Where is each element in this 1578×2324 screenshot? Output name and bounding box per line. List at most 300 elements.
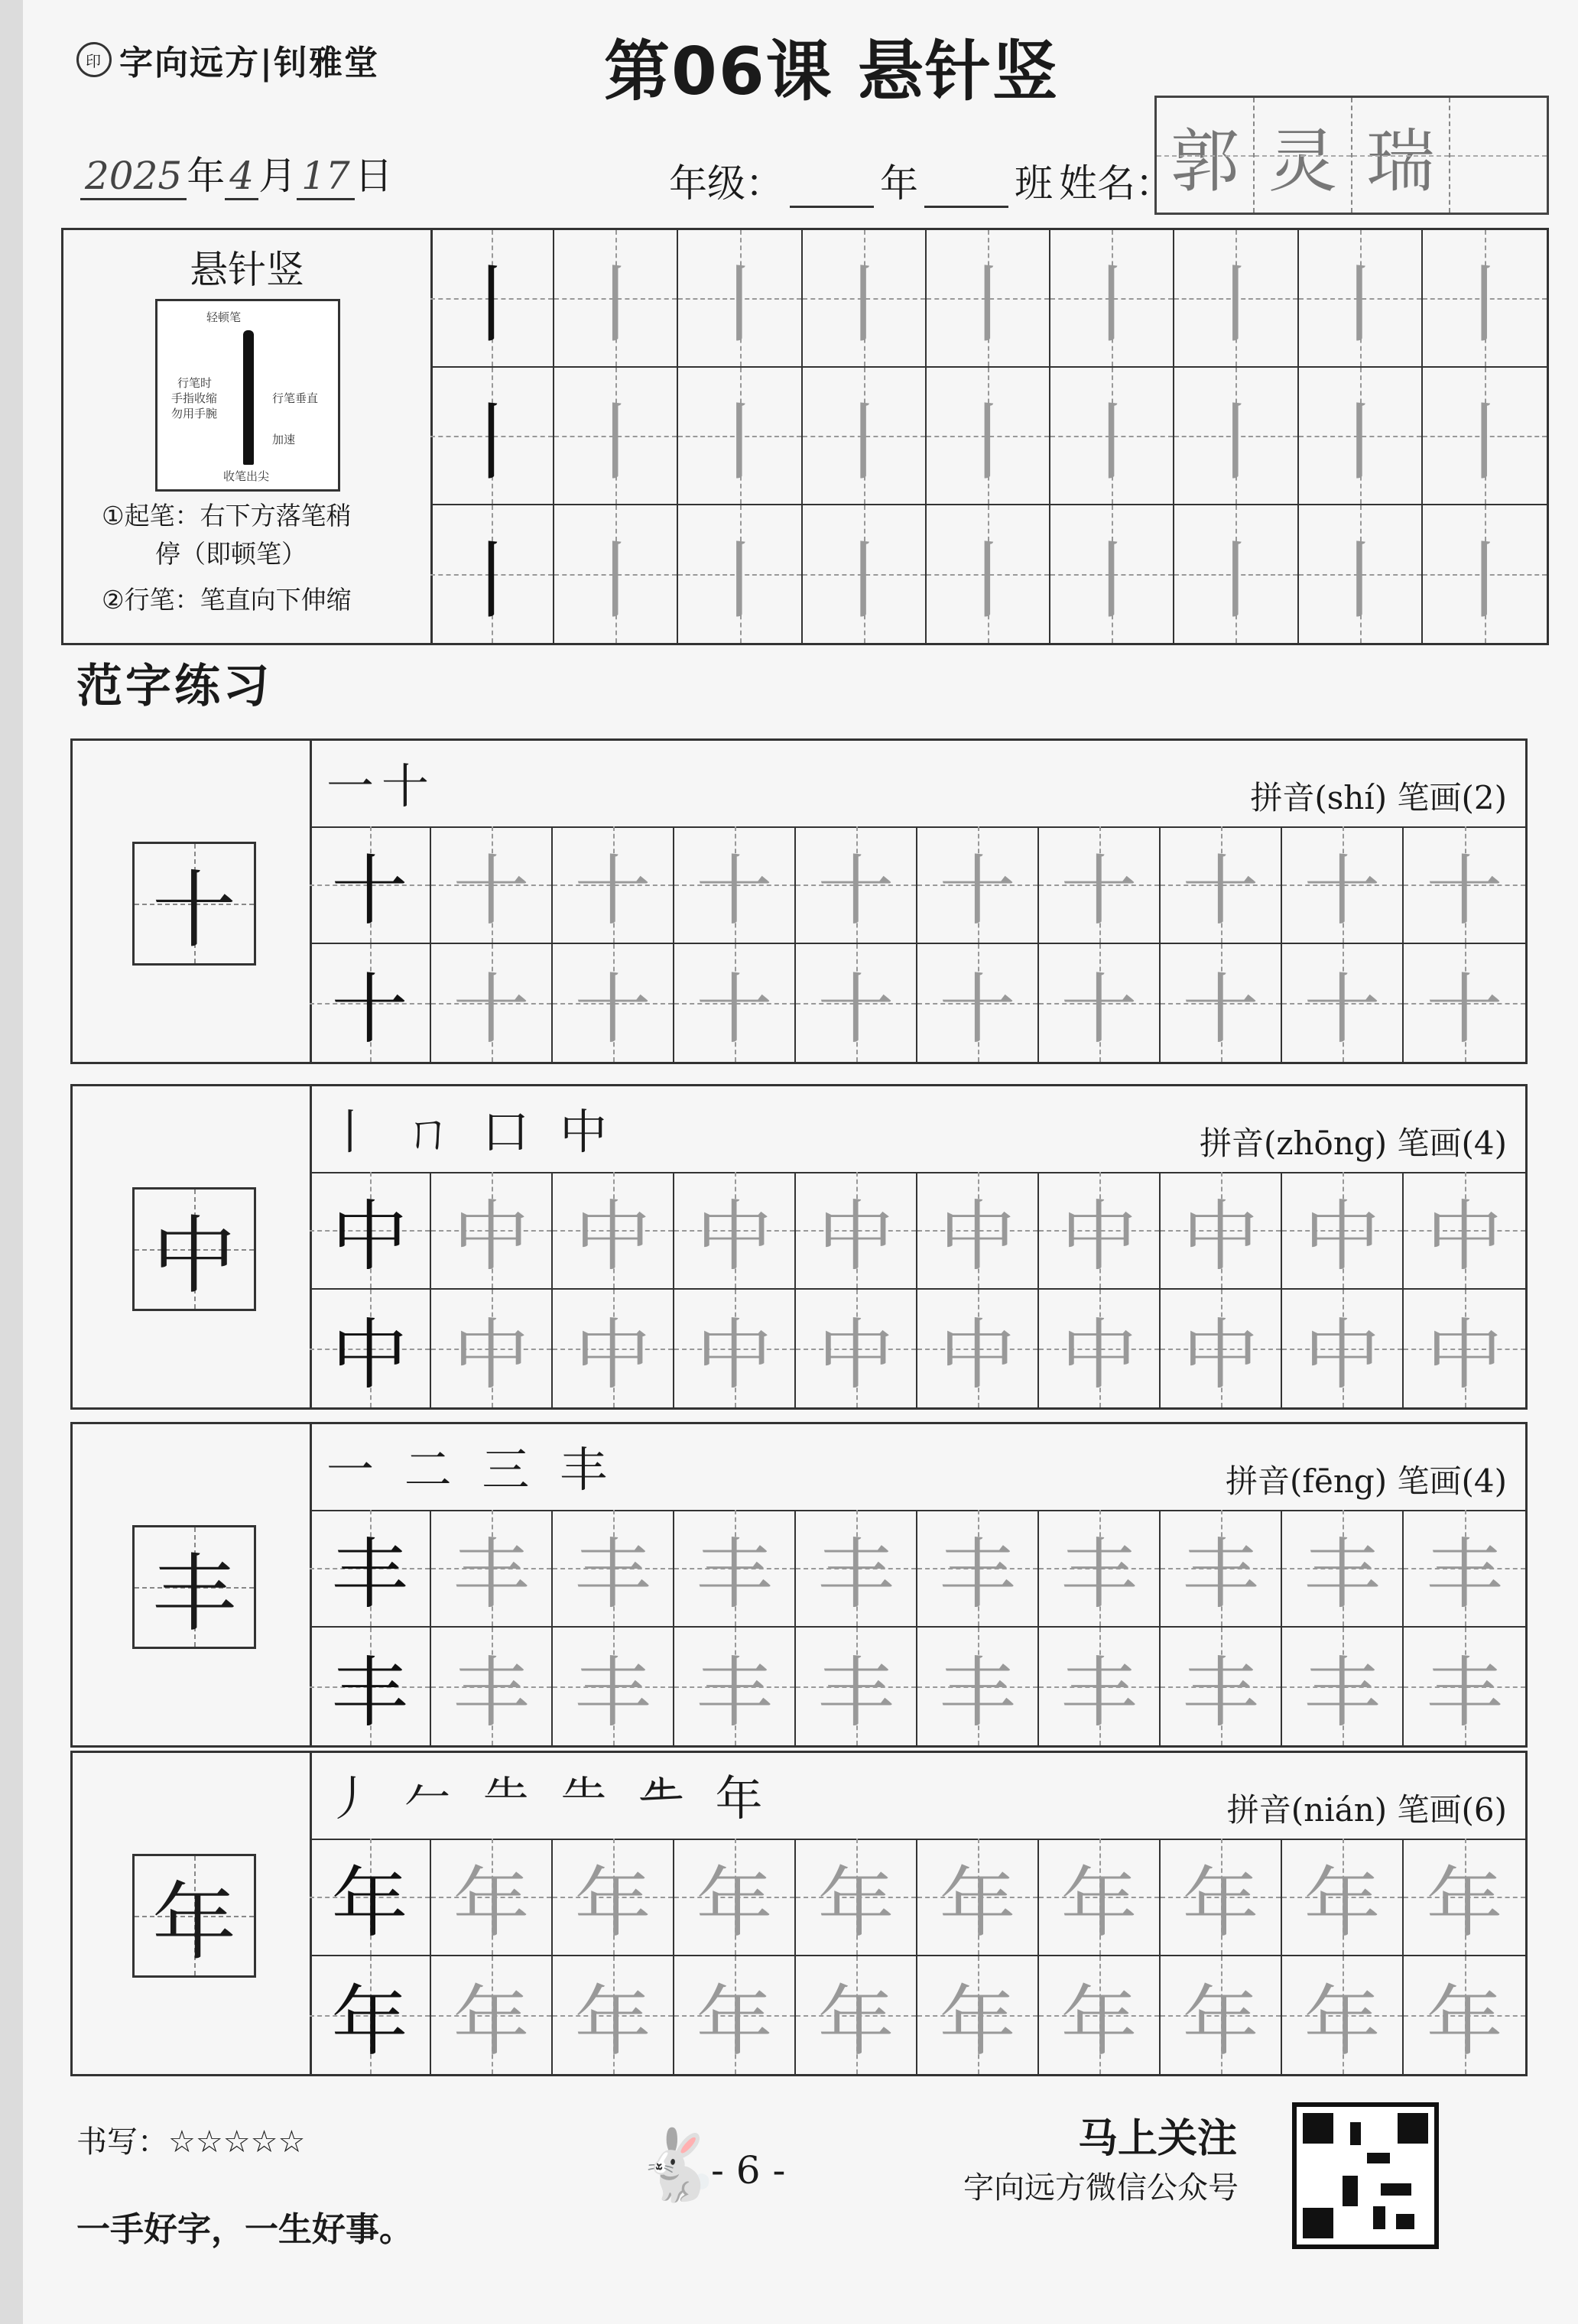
writing-rating [76,2118,305,2161]
practice-glyph: 中 [817,1192,895,1281]
model-practice-cell[interactable] [310,1290,431,1407]
stroke-practice-cell[interactable] [1174,368,1298,505]
practice-glyph: 中 [939,1310,1016,1400]
character-header [310,1086,1525,1173]
practice-glyph: 十 [1182,965,1259,1054]
practice-glyph: 年 [939,1858,1016,1948]
character-practice-grid[interactable] [310,1510,1525,1745]
trace-practice-cell[interactable] [553,1956,674,2074]
practice-glyph: 年 [331,1977,408,2066]
trace-practice-cell[interactable] [1039,944,1161,1062]
stroke-practice-cell[interactable] [1174,230,1298,368]
page-number: - 6 - [711,2148,786,2193]
trace-practice-cell[interactable] [553,1628,674,1745]
practice-glyph: 十 [1182,846,1259,936]
stroke-practice-cell[interactable] [678,230,802,368]
trace-practice-cell[interactable] [917,1628,1039,1745]
trace-practice-cell[interactable] [1404,944,1525,1062]
pinyin-stroke-info: 拼音(zhōng) 笔画(4) [1199,1125,1507,1162]
stroke-practice-cell[interactable] [678,368,802,505]
model-character-cell [73,1086,312,1407]
trace-practice-cell[interactable] [1282,944,1404,1062]
character-practice-grid[interactable] [310,1172,1525,1407]
model-character-cell [73,1424,312,1745]
practice-glyph: 年 [817,1858,895,1948]
practice-glyph: 十 [331,846,408,936]
trace-practice-cell[interactable] [1404,826,1525,944]
month-label: 月 [258,154,297,198]
trace-practice-cell[interactable] [553,826,674,944]
day-value: 17 [297,154,355,200]
trace-practice-cell[interactable] [796,944,917,1062]
stroke-order: 丿 𠂉 ⺧ ⺧ 𠂒 年 [326,1771,771,1826]
practice-glyph: 十 [1304,965,1381,1054]
diagram-label-accel: 加速 [272,433,296,446]
practice-glyph: 年 [574,1977,651,2066]
name-cell[interactable] [1157,98,1255,213]
stroke-glyph: 丨 [1070,394,1154,492]
practice-glyph: 中 [1182,1310,1259,1400]
brand-text: 字向远方|钊雅堂 [119,44,380,83]
name-cell[interactable] [1255,98,1352,213]
stroke-glyph: 丨 [945,394,1030,492]
practice-glyph: 中 [453,1192,530,1281]
practice-glyph: 丰 [939,1648,1016,1738]
stroke-diagram [155,299,340,492]
trace-practice-cell[interactable] [796,1510,917,1628]
stroke-glyph: 丨 [945,256,1030,354]
trace-practice-cell[interactable] [796,1628,917,1745]
trace-practice-cell[interactable] [674,1839,796,1956]
stroke-glyph: 丨 [1442,394,1527,492]
month-value: 4 [225,154,258,200]
qr-module [1373,2206,1385,2229]
practice-glyph: 丰 [1304,1530,1381,1619]
practice-glyph: 十 [1060,846,1138,936]
pinyin-stroke-info: 拼音(nián) 笔画(6) [1226,1791,1507,1829]
name-char: 灵 [1268,122,1337,202]
qr-module [1396,2214,1414,2229]
practice-glyph: 丰 [453,1648,530,1738]
trace-practice-cell[interactable] [1404,1172,1525,1290]
character-header [310,1753,1525,1840]
stroke-practice-cell[interactable] [554,505,678,643]
grade-year-blank[interactable] [790,206,874,208]
practice-glyph: 十 [453,965,530,1054]
practice-glyph: 中 [696,1192,773,1281]
practice-glyph: 中 [1304,1192,1381,1281]
stroke-practice-cell[interactable] [678,505,802,643]
diagram-label-left: 勿用手腕 [171,407,218,420]
trace-practice-cell[interactable] [1039,1956,1161,2074]
practice-glyph: 丰 [1182,1530,1259,1619]
stroke-practice-cell[interactable] [1050,368,1174,505]
trace-practice-cell[interactable] [1282,1839,1404,1956]
name-label: 姓名： [1059,161,1174,206]
trace-practice-cell[interactable] [1161,944,1282,1062]
trace-practice-cell[interactable] [796,826,917,944]
practice-glyph: 十 [453,846,530,936]
class-blank[interactable] [924,206,1008,208]
character-practice-grid[interactable] [310,1839,1525,2074]
practice-glyph: 丰 [1426,1530,1503,1619]
practice-glyph: 年 [1060,1858,1138,1948]
character-block [70,738,1528,1064]
date-line [80,145,393,200]
stroke-practice-cell[interactable] [1299,505,1423,643]
diagram-label-right: 行笔垂直 [272,391,319,405]
model-character-box [132,1187,256,1311]
trace-practice-cell[interactable] [1039,1510,1161,1628]
stroke-practice-cell[interactable] [430,368,554,505]
trace-practice-cell[interactable] [1404,1956,1525,2074]
stroke-note-1a: ①起笔：右下方落笔稍 [102,501,352,531]
trace-practice-cell[interactable] [1039,1839,1161,1956]
year-label: 年 [187,154,226,198]
practice-glyph: 丰 [1060,1648,1138,1738]
stroke-glyph: 丨 [573,532,658,630]
model-character-box [132,1525,256,1649]
qr-finder [1303,2208,1333,2238]
practice-glyph: 丰 [696,1648,773,1738]
trace-practice-cell[interactable] [917,1839,1039,1956]
practice-glyph: 中 [1182,1192,1259,1281]
stroke-glyph: 丨 [697,532,782,630]
stroke-order: 丨 ㄇ 口 中 [326,1104,615,1160]
trace-practice-cell[interactable] [1404,1290,1525,1407]
trace-practice-cell[interactable] [431,1956,553,2074]
model-practice-cell[interactable] [310,1628,431,1745]
stroke-practice-cell[interactable] [927,505,1050,643]
stroke-panel [61,228,1549,645]
vertical-stroke-icon [243,330,254,465]
trace-practice-cell[interactable] [1161,1290,1282,1407]
practice-glyph: 十 [1426,846,1503,936]
pinyin-stroke-info: 拼音(shí) 笔画(2) [1250,779,1507,816]
stroke-glyph: 丨 [697,256,782,354]
model-character-box [132,842,256,966]
stroke-glyph: 丨 [1193,394,1278,492]
trace-practice-cell[interactable] [1282,1510,1404,1628]
trace-practice-cell[interactable] [1161,826,1282,944]
trace-practice-cell[interactable] [431,944,553,1062]
practice-glyph: 中 [453,1310,530,1400]
practice-glyph: 年 [1304,1858,1381,1948]
trace-practice-cell[interactable] [1404,1839,1525,1956]
class-label: 班 [1015,161,1053,206]
diagram-label-left: 手指收缩 [171,391,218,405]
trace-practice-cell[interactable] [674,944,796,1062]
stroke-practice-cell[interactable] [803,505,927,643]
stroke-glyph: 丨 [1317,532,1402,630]
model-practice-cell[interactable] [310,1956,431,2074]
trace-practice-cell[interactable] [1039,826,1161,944]
trace-practice-cell[interactable] [1161,1628,1282,1745]
trace-practice-cell[interactable] [431,1628,553,1745]
trace-practice-cell[interactable] [917,826,1039,944]
stroke-practice-cell[interactable] [430,505,554,643]
trace-practice-cell[interactable] [1282,1290,1404,1407]
trace-practice-cell[interactable] [553,1290,674,1407]
stroke-practice-cell[interactable] [554,230,678,368]
grade-year-suffix: 年 [880,161,918,206]
stroke-practice-cell[interactable] [803,368,927,505]
trace-practice-cell[interactable] [917,1290,1039,1407]
stroke-info [63,230,433,643]
trace-practice-cell[interactable] [431,1510,553,1628]
stroke-note-1b: 停（即顿笔） [155,539,307,569]
motto: 一手好字，一生好事。 [76,2210,413,2249]
trace-practice-cell[interactable] [431,1839,553,1956]
trace-practice-cell[interactable] [553,944,674,1062]
practice-glyph: 中 [696,1310,773,1400]
stroke-glyph: 丨 [450,394,534,492]
practice-glyph: 丰 [939,1530,1016,1619]
trace-practice-cell[interactable] [1161,1839,1282,1956]
trace-practice-cell[interactable] [917,1172,1039,1290]
trace-practice-cell[interactable] [1282,1956,1404,2074]
practice-glyph: 丰 [331,1530,408,1619]
stroke-glyph: 丨 [1442,532,1527,630]
stroke-practice-cell[interactable] [554,368,678,505]
stroke-glyph: 丨 [1193,532,1278,630]
name-char: 郭 [1171,122,1239,202]
character-block [70,1751,1528,2076]
practice-glyph: 年 [1060,1977,1138,2066]
stroke-practice-cell[interactable] [1423,230,1547,368]
trace-practice-cell[interactable] [674,1290,796,1407]
name-char: 瑞 [1366,122,1435,202]
character-header [310,1424,1525,1511]
practice-glyph: 十 [1060,965,1138,1054]
stroke-practice-cell[interactable] [1050,505,1174,643]
worksheet-page [23,0,1578,2324]
practice-glyph: 十 [1304,846,1381,936]
name-cell[interactable] [1352,98,1450,213]
grade-line [669,153,1174,208]
practice-glyph: 年 [817,1977,895,2066]
practice-glyph: 十 [939,846,1016,936]
practice-glyph: 十 [696,846,773,936]
brand-logo [76,35,379,84]
trace-practice-cell[interactable] [796,1839,917,1956]
circle-seal-icon: 印 [76,42,112,77]
practice-glyph: 丰 [1426,1648,1503,1738]
practice-glyph: 年 [331,1858,408,1948]
trace-practice-cell[interactable] [1404,1628,1525,1745]
model-practice-cell[interactable] [310,944,431,1062]
practice-glyph: 中 [574,1310,651,1400]
trace-practice-cell[interactable] [917,1956,1039,2074]
trace-practice-cell[interactable] [553,1839,674,1956]
practice-glyph: 年 [1304,1977,1381,2066]
stroke-glyph: 丨 [1193,256,1278,354]
model-practice-cell[interactable] [310,1839,431,1956]
trace-practice-cell[interactable] [796,1172,917,1290]
stroke-practice-cell[interactable] [1174,505,1298,643]
practice-glyph: 十 [696,965,773,1054]
trace-practice-cell[interactable] [1039,1172,1161,1290]
stroke-practice-cell[interactable] [927,368,1050,505]
practice-glyph: 十 [331,965,408,1054]
practice-glyph: 丰 [1182,1648,1259,1738]
trace-practice-cell[interactable] [796,1956,917,2074]
practice-glyph: 年 [1182,1858,1259,1948]
stroke-note-2: ②行笔：笔直向下伸缩 [102,585,352,615]
stroke-order: 一十 [326,758,437,814]
stroke-practice-cell[interactable] [1423,505,1547,643]
practice-glyph: 中 [939,1192,1016,1281]
model-character-cell [73,1753,312,2074]
practice-glyph: 丰 [696,1530,773,1619]
qr-module [1350,2122,1361,2145]
stroke-practice-cell[interactable] [1423,368,1547,505]
stroke-practice-cell[interactable] [430,230,554,368]
grade-label: 年级： [669,161,784,206]
practice-glyph: 丰 [574,1530,651,1619]
diagram-label-top: 轻顿笔 [206,310,242,324]
practice-glyph: 中 [817,1310,895,1400]
model-practice-cell[interactable] [310,826,431,944]
practice-glyph: 年 [453,1858,530,1948]
trace-practice-cell[interactable] [917,1510,1039,1628]
trace-practice-cell[interactable] [1404,1510,1525,1628]
trace-practice-cell[interactable] [553,1172,674,1290]
year-value: 2025 [80,154,187,200]
character-header [310,741,1525,828]
stroke-practice-grid[interactable] [430,230,1547,643]
model-character: 年 [152,1874,236,1972]
practice-glyph: 年 [696,1858,773,1948]
stroke-glyph: 丨 [573,256,658,354]
qr-code-icon[interactable] [1292,2102,1439,2249]
name-cell[interactable] [1450,98,1547,213]
stroke-practice-cell[interactable] [803,230,927,368]
model-practice-cell[interactable] [310,1172,431,1290]
stroke-glyph: 丨 [697,394,782,492]
trace-practice-cell[interactable] [1282,1628,1404,1745]
stroke-practice-cell[interactable] [1299,368,1423,505]
rabbit-icon: 🐇 [635,2125,721,2206]
practice-glyph: 丰 [331,1648,408,1738]
practice-glyph: 中 [331,1192,408,1281]
diagram-label-left: 行笔时 [177,376,213,390]
qr-finder [1398,2113,1428,2144]
stroke-glyph: 丨 [821,394,906,492]
model-character-cell [73,741,312,1062]
practice-glyph: 年 [696,1977,773,2066]
practice-glyph: 十 [1426,965,1503,1054]
trace-practice-cell[interactable] [1161,1956,1282,2074]
trace-practice-cell[interactable] [1161,1510,1282,1628]
stroke-practice-cell[interactable] [927,230,1050,368]
trace-practice-cell[interactable] [674,826,796,944]
trace-practice-cell[interactable] [674,1628,796,1745]
practice-glyph: 十 [817,965,895,1054]
trace-practice-cell[interactable] [1282,1172,1404,1290]
trace-practice-cell[interactable] [674,1172,796,1290]
practice-glyph: 中 [1426,1310,1503,1400]
practice-glyph: 年 [453,1977,530,2066]
stroke-practice-cell[interactable] [1050,230,1174,368]
section-title: 范字练习 [76,660,272,713]
stroke-glyph: 丨 [1317,394,1402,492]
practice-glyph: 中 [1426,1192,1503,1281]
stroke-glyph: 丨 [1070,256,1154,354]
lesson-title: 第06课 悬针竖 [604,34,1060,110]
model-character-box [132,1854,256,1978]
stroke-title: 悬针竖 [190,248,304,292]
qr-finder [1303,2113,1333,2144]
diagram-label-bottom: 收笔出尖 [223,469,270,483]
stroke-glyph: 丨 [450,256,534,354]
trace-practice-cell[interactable] [431,1290,553,1407]
qr-module [1343,2176,1358,2206]
trace-practice-cell[interactable] [1282,826,1404,944]
practice-glyph: 中 [1060,1310,1138,1400]
stroke-glyph: 丨 [821,256,906,354]
practice-glyph: 十 [574,965,651,1054]
trace-practice-cell[interactable] [674,1510,796,1628]
account-text: 字向远方微信公众号 [963,2170,1239,2206]
model-character: 丰 [152,1545,236,1643]
practice-glyph: 十 [817,846,895,936]
practice-glyph: 年 [939,1977,1016,2066]
trace-practice-cell[interactable] [553,1510,674,1628]
model-character: 十 [152,862,236,959]
stroke-glyph: 丨 [1317,256,1402,354]
character-practice-grid[interactable] [310,826,1525,1062]
stroke-glyph: 丨 [821,532,906,630]
stroke-practice-cell[interactable] [1299,230,1423,368]
rating-stars[interactable]: ☆☆☆☆☆ [168,2124,306,2160]
practice-glyph: 年 [574,1858,651,1948]
stroke-glyph: 丨 [450,532,534,630]
trace-practice-cell[interactable] [796,1290,917,1407]
practice-glyph: 丰 [817,1530,895,1619]
pinyin-stroke-info: 拼音(fēng) 笔画(4) [1226,1462,1507,1500]
stroke-glyph: 丨 [573,394,658,492]
stroke-glyph: 丨 [1070,532,1154,630]
model-character: 中 [152,1207,236,1305]
practice-glyph: 丰 [453,1530,530,1619]
practice-glyph: 十 [574,846,651,936]
stroke-glyph: 丨 [1442,256,1527,354]
practice-glyph: 丰 [1060,1530,1138,1619]
qr-module [1381,2183,1411,2196]
trace-practice-cell[interactable] [674,1956,796,2074]
name-box[interactable] [1154,96,1549,215]
trace-practice-cell[interactable] [917,944,1039,1062]
rating-label: 书写： [76,2124,168,2160]
qr-module [1367,2153,1390,2163]
trace-practice-cell[interactable] [431,826,553,944]
model-practice-cell[interactable] [310,1510,431,1628]
practice-glyph: 丰 [817,1648,895,1738]
character-block [70,1422,1528,1748]
trace-practice-cell[interactable] [1039,1628,1161,1745]
practice-glyph: 年 [1182,1977,1259,2066]
trace-practice-cell[interactable] [1039,1290,1161,1407]
stroke-order: 一 二 三 丰 [326,1442,615,1498]
character-block [70,1084,1528,1410]
follow-text: 马上关注 [1078,2116,1238,2162]
practice-glyph: 丰 [1304,1648,1381,1738]
trace-practice-cell[interactable] [1161,1172,1282,1290]
practice-glyph: 年 [1426,1977,1503,2066]
practice-glyph: 中 [1304,1310,1381,1400]
trace-practice-cell[interactable] [431,1172,553,1290]
